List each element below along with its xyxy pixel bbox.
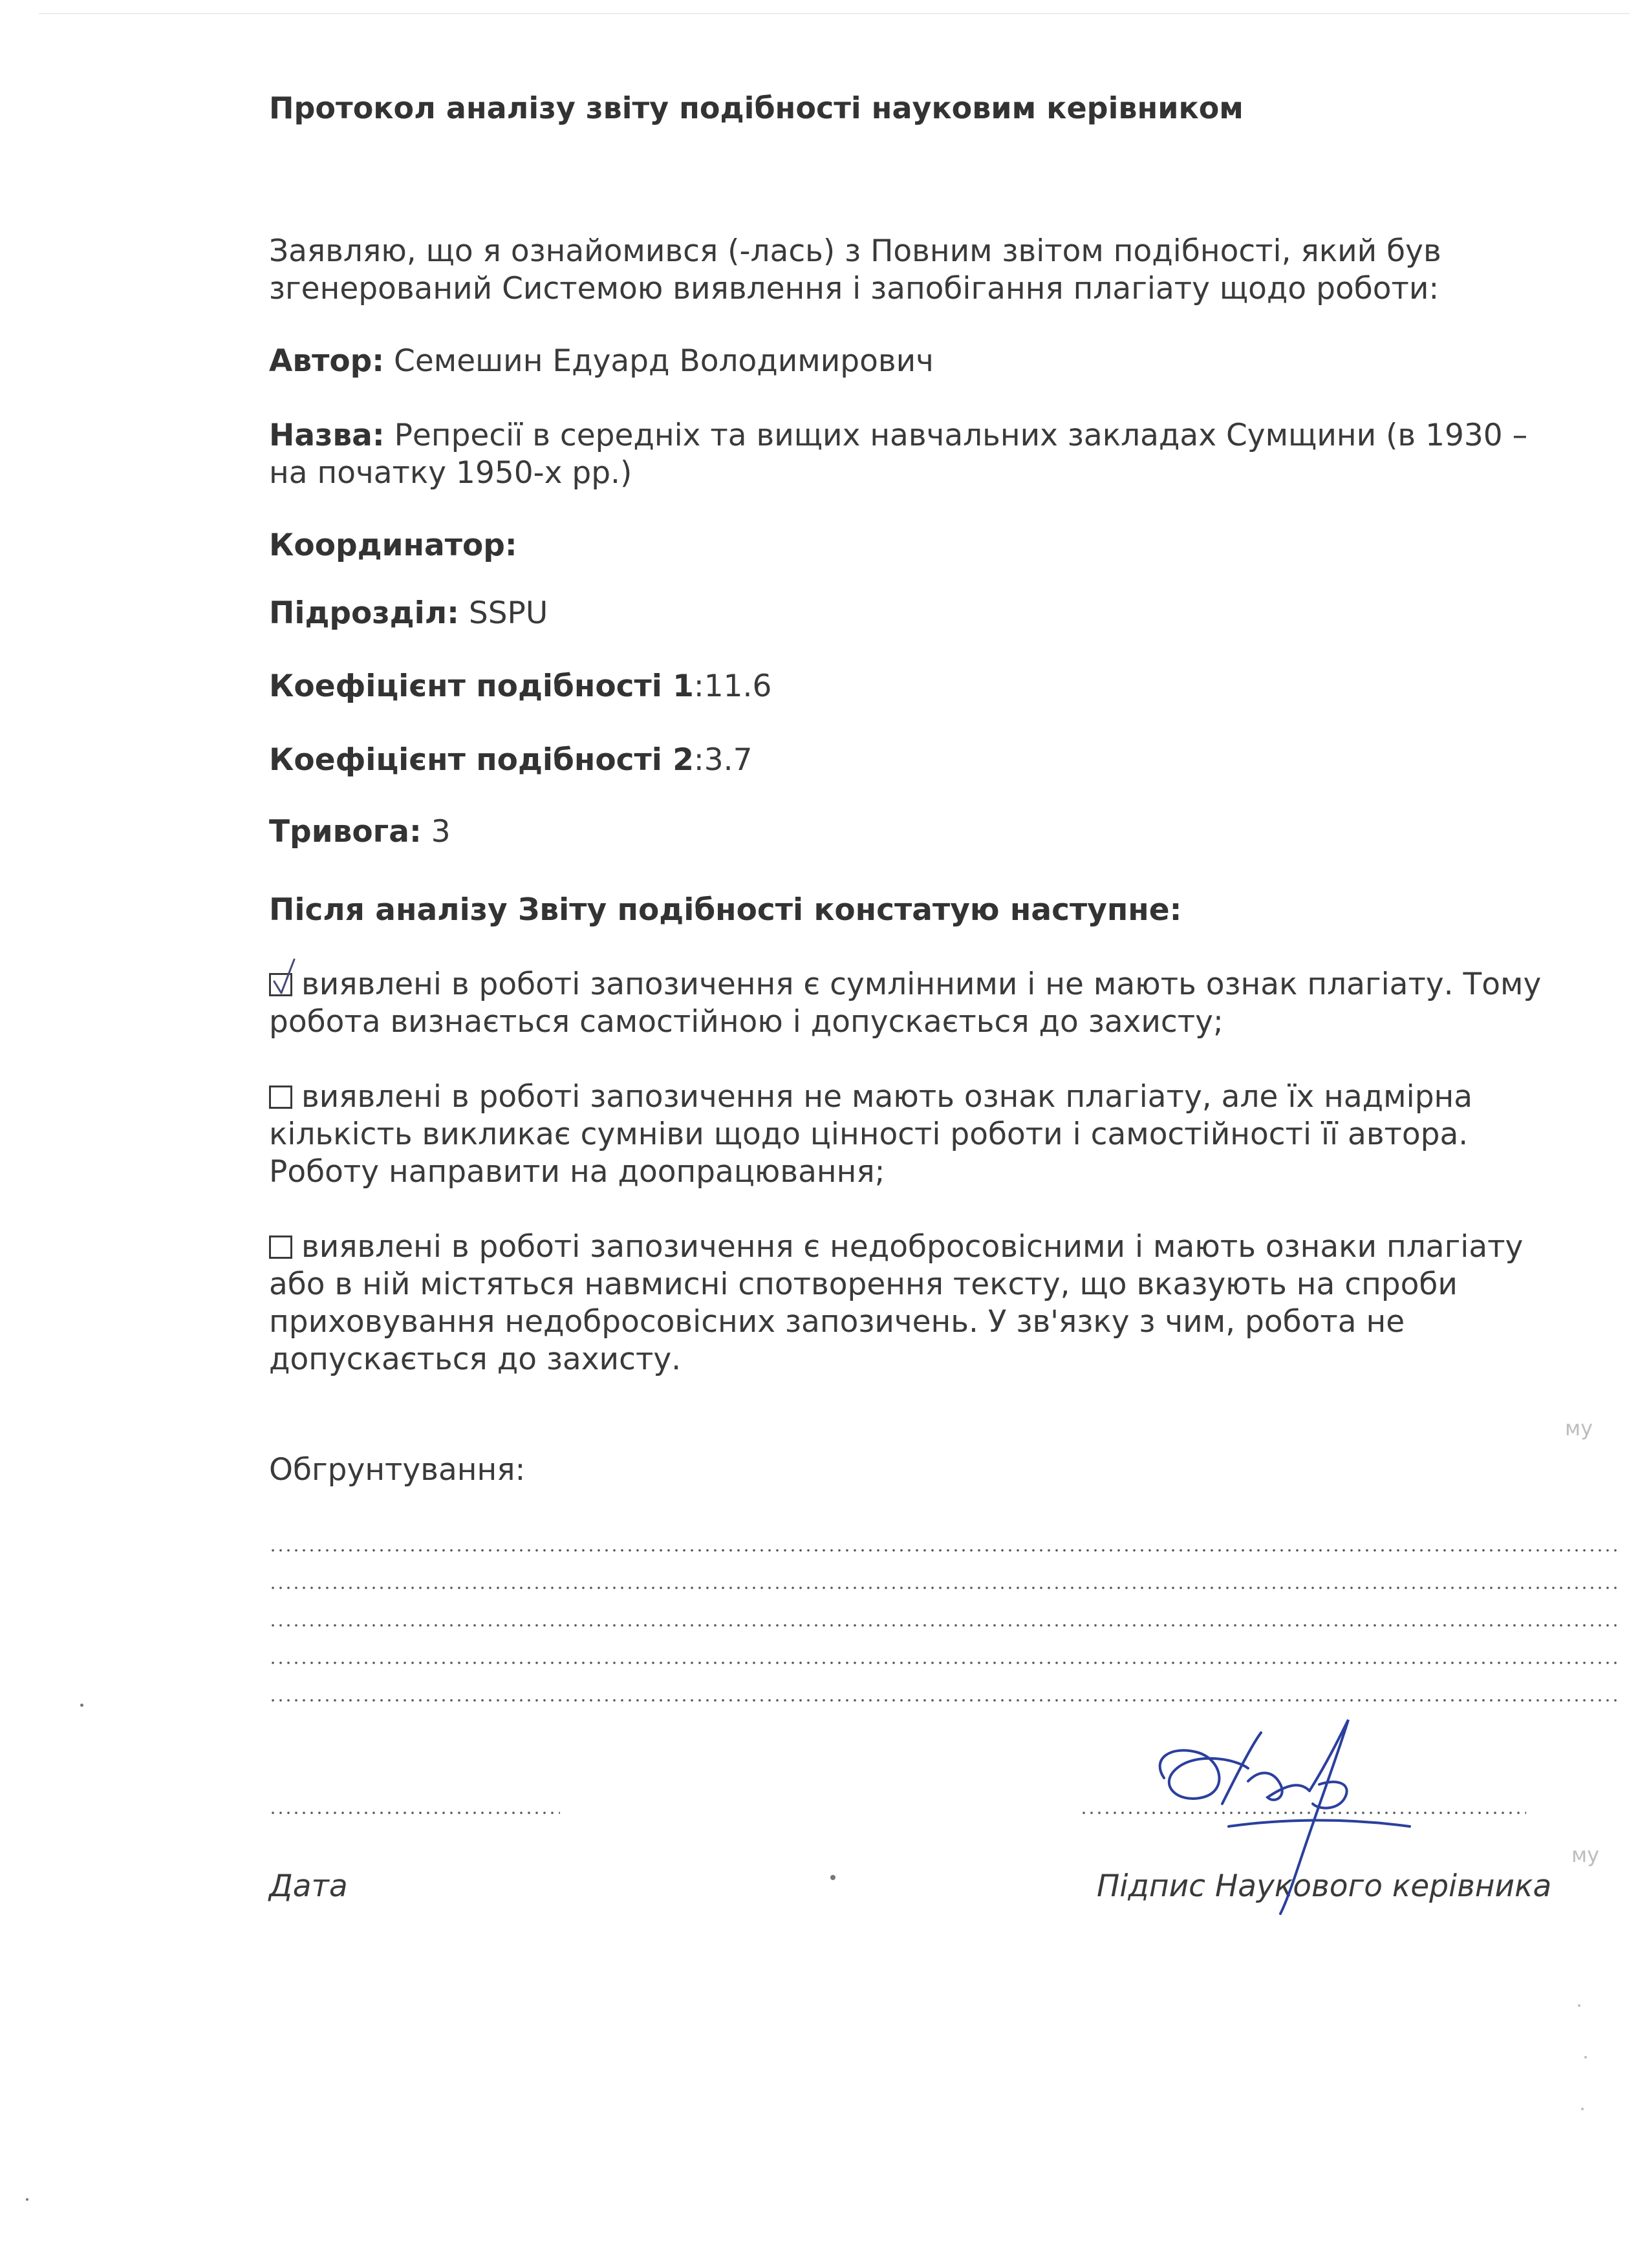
- signature-label: Підпис Наукового керівника: [1097, 1868, 1552, 1904]
- justification-dotted-line-4: [269, 1661, 1621, 1665]
- option-2-line-3: Роботу направити на доопрацювання;: [269, 1154, 885, 1190]
- justification-dotted-line-5: [269, 1698, 1621, 1702]
- scan-speck: [26, 2198, 28, 2201]
- author-value: Семешин Едуард Володимирович: [394, 343, 934, 379]
- handwritten-signature: [1125, 1707, 1436, 1920]
- alarm-field: [269, 813, 451, 851]
- work-name-value-line-1: Репресії в середніх та вищих навчальних закладах Сумщини (в 1930 –: [394, 418, 1528, 453]
- intro-line-1: Заявляю, що я ознайомився (-лась) з Повним звітом подібності, який був: [269, 233, 1441, 269]
- division-label: Підрозділ:: [269, 595, 459, 631]
- option-1[interactable]: [269, 966, 1541, 1041]
- option-3[interactable]: [269, 1228, 1523, 1378]
- document-title: Протокол аналізу звіту подібності науковим керівником: [269, 91, 1244, 125]
- option-1-checkbox[interactable]: [269, 973, 292, 996]
- option-1-line-2: робота визнається самостійною і допускається до захисту;: [269, 1004, 1223, 1040]
- similarity-coefficient-1: [269, 668, 771, 705]
- author-field: [269, 343, 934, 380]
- intro-paragraph: [269, 233, 1441, 308]
- scan-speck: [80, 1704, 83, 1707]
- scan-speck: [1584, 2056, 1587, 2059]
- option-1-line-1: виявлені в роботі запозичення є сумлінними і не мають ознак плагіату. Тому: [301, 967, 1542, 1002]
- option-2-line-2: кількість викликає сумніви щодо цінності роботи і самостійності її автора.: [269, 1117, 1469, 1152]
- justification-label: Обгрунтування:: [269, 1452, 526, 1488]
- option-3-line-4: допускається до захисту.: [269, 1342, 682, 1377]
- coordinator-label: Координатор:: [269, 528, 517, 563]
- justification-dotted-line-3: [269, 1623, 1621, 1627]
- alarm-label: Тривога:: [269, 814, 422, 850]
- justification-dotted-line-2: [269, 1586, 1621, 1590]
- justification-dotted-line-1: [269, 1548, 1621, 1552]
- faint-mark-2: му: [1571, 1843, 1600, 1867]
- option-2-line-1: виявлені в роботі запозичення не мають ознак плагіату, але їх надмірна: [301, 1079, 1473, 1115]
- division-value: SSPU: [468, 595, 548, 631]
- scan-speck: [1581, 2108, 1584, 2110]
- option-3-line-1: виявлені в роботі запозичення є недобросовісними і мають ознаки плагіату: [301, 1229, 1524, 1265]
- coef1-value: :11.6: [693, 669, 772, 704]
- work-name-value-line-2: на початку 1950-х рр.): [269, 455, 632, 491]
- option-3-checkbox[interactable]: [269, 1236, 292, 1259]
- similarity-coefficient-2: [269, 742, 753, 779]
- date-label: Дата: [269, 1868, 348, 1904]
- coef1-label: Коефіцієнт подібності 1: [269, 669, 694, 704]
- alarm-value: 3: [431, 814, 451, 850]
- check-icon: [272, 958, 298, 997]
- coef2-value: :3.7: [693, 742, 753, 778]
- coordinator-field: [269, 527, 517, 564]
- option-2-checkbox[interactable]: [269, 1086, 292, 1109]
- work-name-label: Назва:: [269, 418, 385, 453]
- conclusion-heading: Після аналізу Звіту подібності констатую наступне:: [269, 892, 1182, 928]
- work-name-field: [269, 417, 1527, 492]
- option-3-line-3: приховування недобросовісних запозичень. У зв'язку з чим, робота не: [269, 1304, 1405, 1340]
- scan-speck: [830, 1875, 835, 1880]
- date-dotted-line: [269, 1811, 560, 1815]
- scan-speck: [1578, 2004, 1580, 2007]
- intro-line-2: згенерований Системою виявлення і запобігання плагіату щодо роботи:: [269, 271, 1439, 306]
- coef2-label: Коефіцієнт подібності 2: [269, 742, 694, 778]
- option-2[interactable]: [269, 1078, 1472, 1191]
- author-label: Автор:: [269, 343, 385, 379]
- division-field: [269, 595, 548, 632]
- faint-mark-1: му: [1565, 1416, 1593, 1440]
- top-edge-line: [39, 13, 1630, 14]
- option-3-line-2: або в ній містяться навмисні спотворення тексту, що вказують на спроби: [269, 1267, 1458, 1302]
